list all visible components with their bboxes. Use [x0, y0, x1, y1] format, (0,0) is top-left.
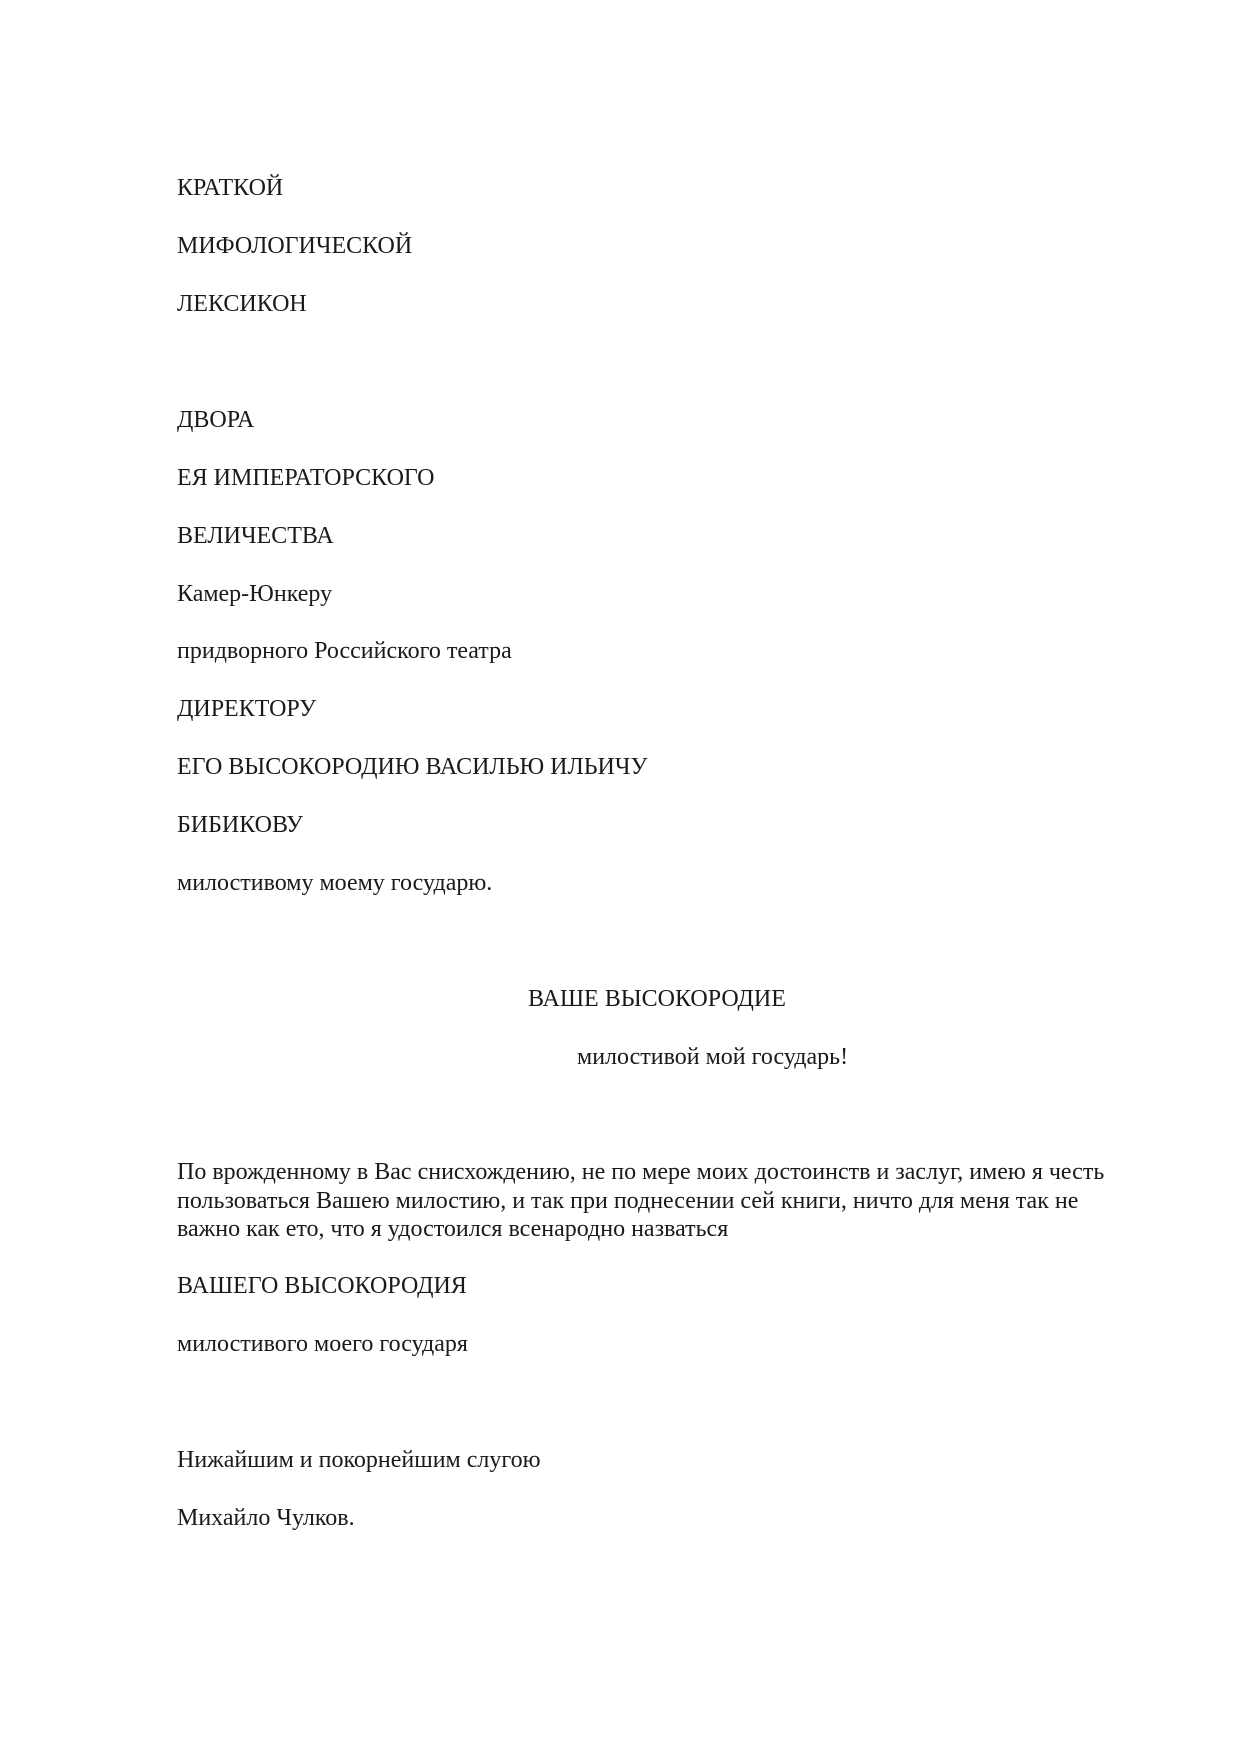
- title-line-1: КРАТКОЙ: [177, 175, 284, 201]
- body-line-2: пользоваться Вашею милостию, и так при поднесении сей книги, ничто для меня так не: [177, 1187, 1079, 1214]
- closing-line-1: ВАШЕГО ВЫСОКОРОДИЯ: [177, 1273, 467, 1299]
- dedication-line-1: ДВОРА: [177, 407, 255, 433]
- dedication-line-4: Камер-Юнкеру: [177, 581, 333, 607]
- dedication-line-9: милостивому моему государю.: [177, 870, 493, 896]
- dedication-line-7: ЕГО ВЫСОКОРОДИЮ ВАСИЛЬЮ ИЛЬИЧУ: [177, 754, 648, 780]
- body-paragraph: [177, 1158, 1167, 1244]
- salutation-line-1: ВАШЕ ВЫСОКОРОДИЕ: [528, 986, 786, 1012]
- dedication-line-2: ЕЯ ИМПЕРАТОРСКОГО: [177, 465, 435, 491]
- body-line-3: важно как ето, что я удостоился всенародно назваться: [177, 1216, 729, 1242]
- dedication-line-6: ДИРЕКТОРУ: [177, 696, 317, 722]
- body-line-1: По врожденному в Вас снисхождению, не по мере моих достоинств и заслуг, имею я честь: [177, 1159, 1105, 1185]
- title-line-2: МИФОЛОГИЧЕСКОЙ: [177, 233, 413, 259]
- dedication-line-3: ВЕЛИЧЕСТВА: [177, 523, 334, 549]
- signature: Михайло Чулков.: [177, 1505, 355, 1531]
- dedication-line-5: придворного Российского театра: [177, 638, 512, 664]
- title-line-3: ЛЕКСИКОН: [177, 291, 307, 317]
- closing-line-2: милостивого моего государя: [177, 1331, 468, 1357]
- dedication-line-8: БИБИКОВУ: [177, 812, 304, 838]
- closing-line-3: Нижайшим и покорнейшим слугою: [177, 1447, 541, 1473]
- salutation-line-2: милостивой мой государь!: [577, 1044, 849, 1070]
